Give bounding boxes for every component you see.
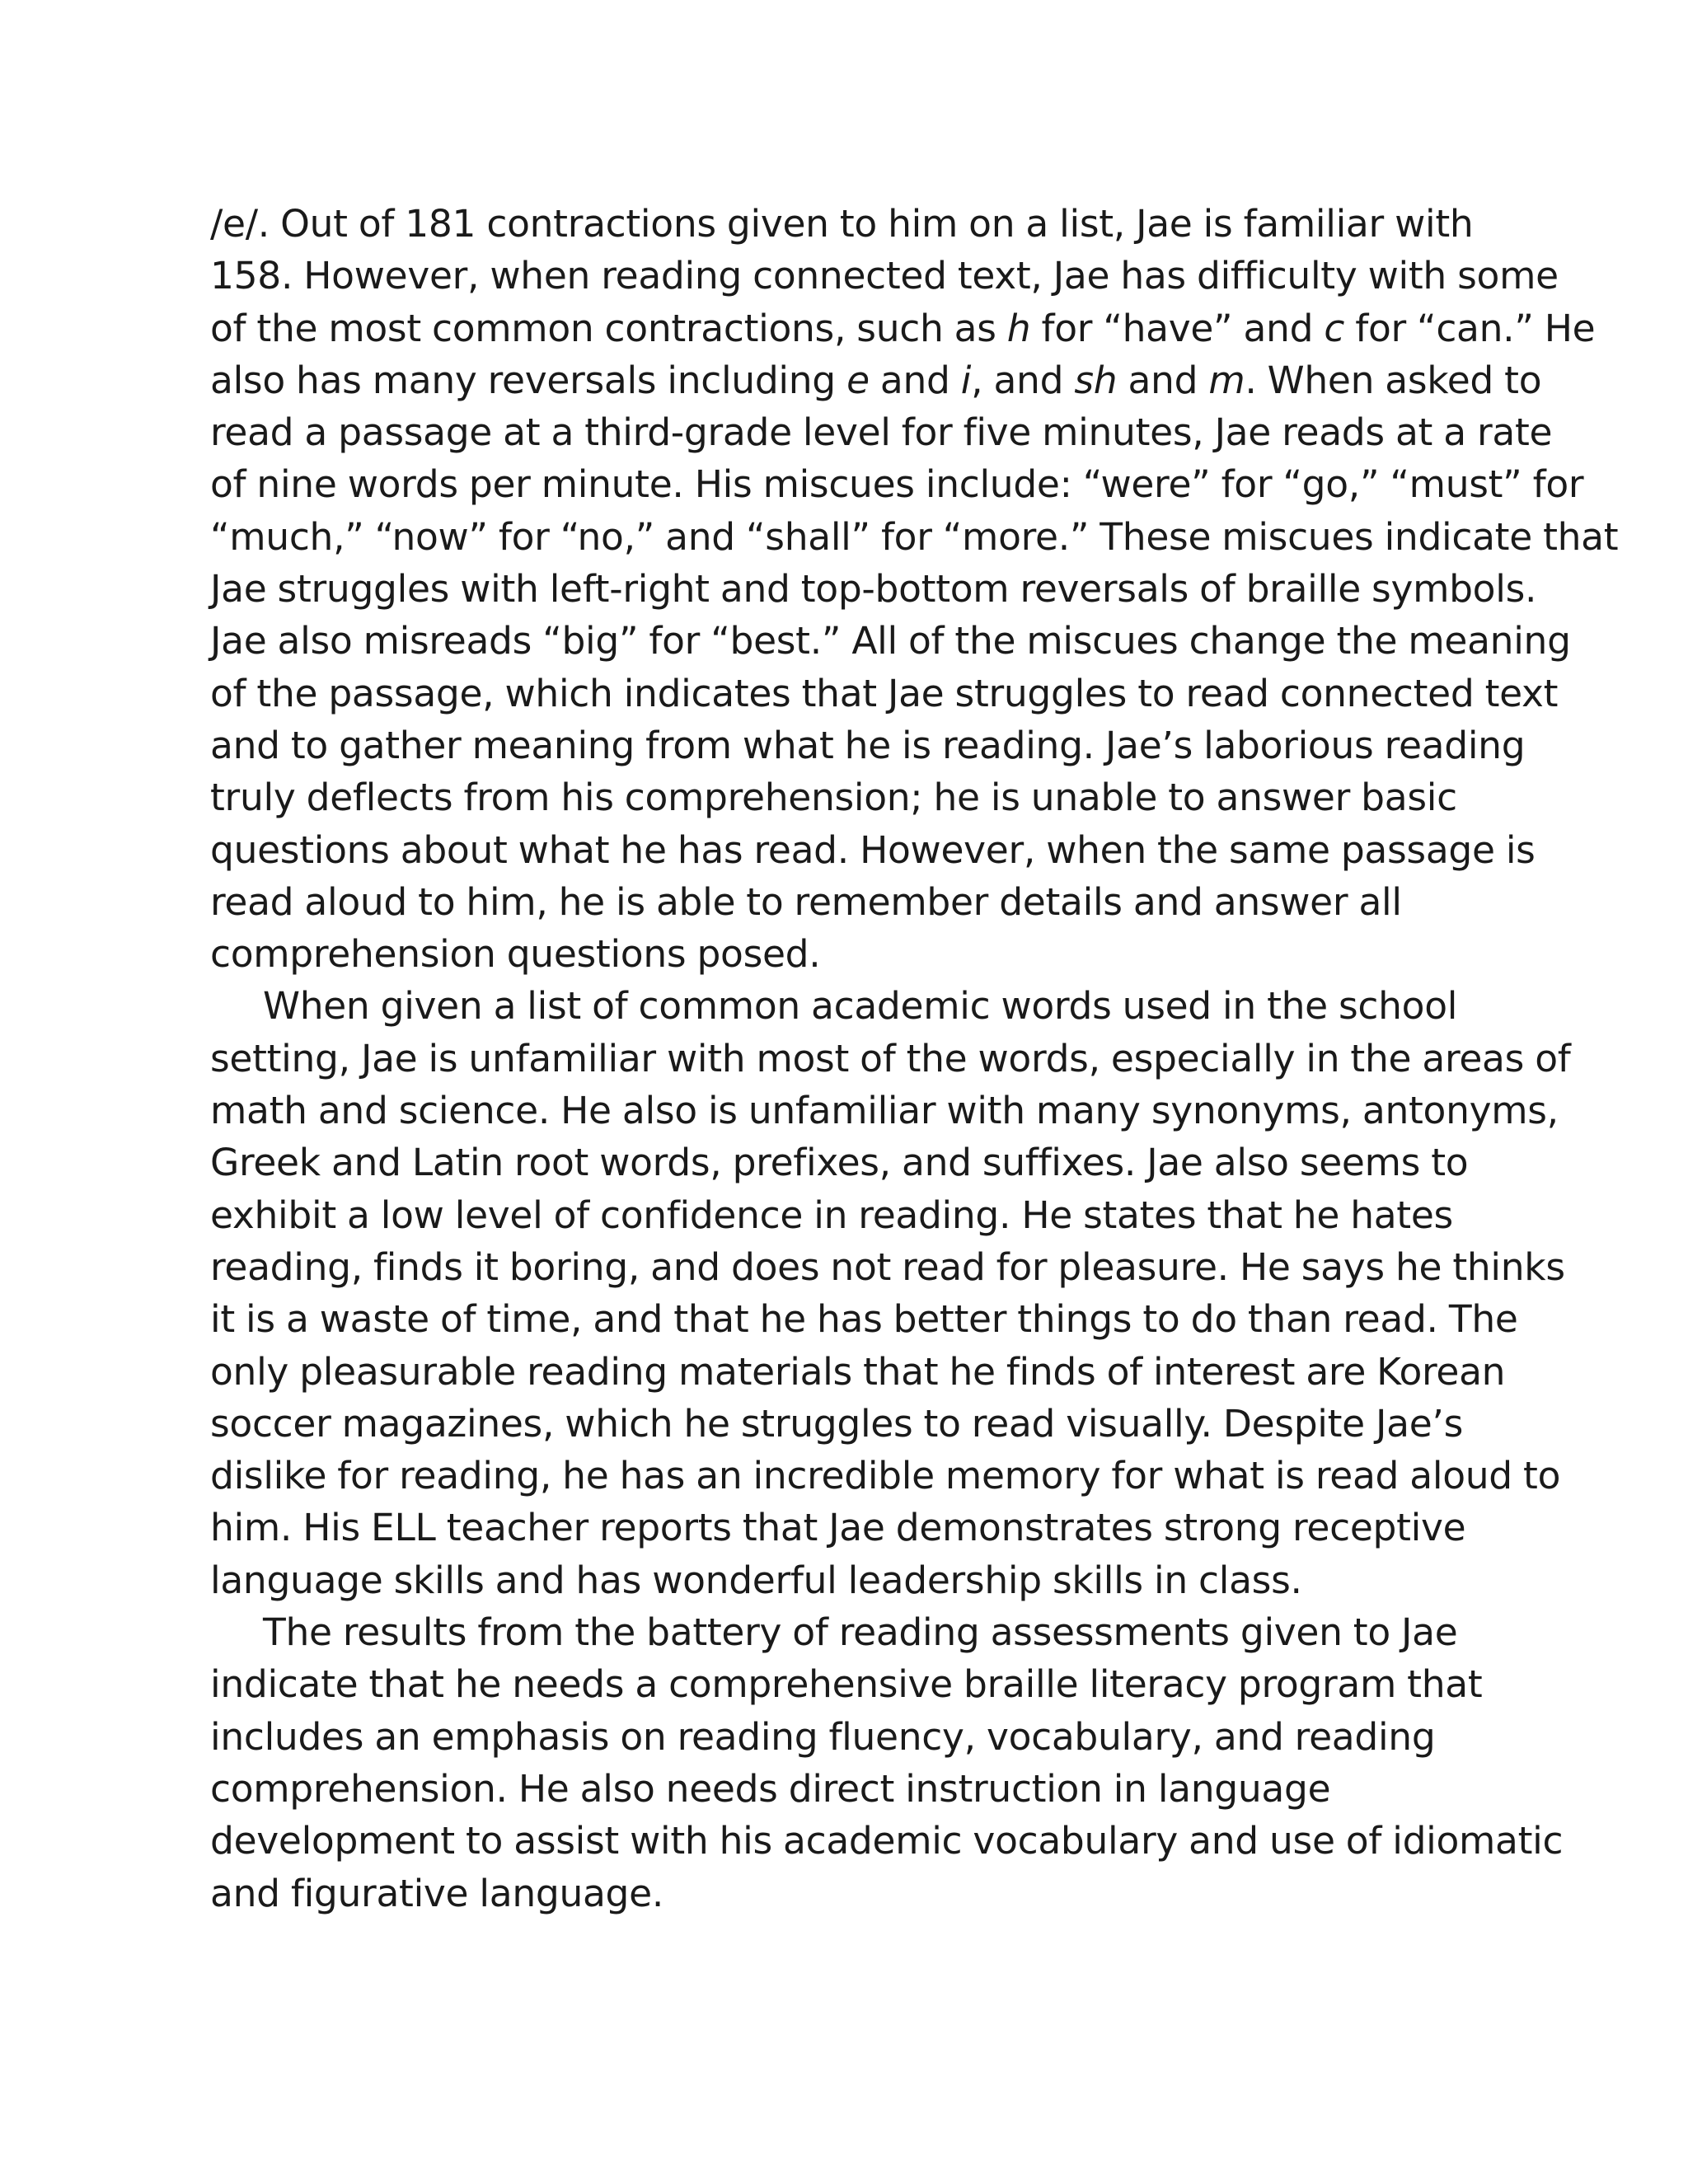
text-line: /e/. Out of 181 contractions given to him on a list, Jae is familiar with xyxy=(210,202,1474,246)
text-line: 158. However, when reading connected text, Jae has difficulty with some xyxy=(210,254,1559,298)
paragraph-3 xyxy=(210,1606,1564,1919)
paragraph-1 xyxy=(210,198,1619,980)
text-line: setting, Jae is unfamiliar with most of the words, especially in the areas of xyxy=(210,1036,1571,1080)
italic-letter: sh xyxy=(1074,358,1118,402)
text-line: exhibit a low level of confidence in reading. He states that he hates xyxy=(210,1193,1453,1237)
text-line: read a passage at a third-grade level for five minutes, Jae reads at a rate xyxy=(210,410,1553,455)
text-line: development to assist with his academic vocabulary and use of idiomatic xyxy=(210,1819,1564,1863)
text-line: Jae struggles with left-right and top-bottom reversals of braille symbols. xyxy=(210,567,1537,612)
text-line: When given a list of common academic words used in the school xyxy=(263,984,1458,1029)
text-line: dislike for reading, he has an incredible memory for what is read aloud to xyxy=(210,1454,1561,1498)
text-line: it is a waste of time, and that he has better things to do than read. The xyxy=(210,1297,1518,1342)
text-line: of the most common contractions, such as h for “have” and c for “can.” He xyxy=(210,306,1596,350)
text-line: “much,” “now” for “no,” and “shall” for “more.” These miscues indicate that xyxy=(210,514,1619,559)
italic-letter: i xyxy=(960,358,972,402)
text-line: and figurative language. xyxy=(210,1871,663,1915)
text-line: only pleasurable reading materials that he finds of interest are Korean xyxy=(210,1349,1506,1394)
text-line: questions about what he has read. However, when the same passage is xyxy=(210,827,1536,872)
text-line: reading, finds it boring, and does not read for pleasure. He says he thinks xyxy=(210,1244,1565,1289)
text-line: truly deflects from his comprehension; he is unable to answer basic xyxy=(210,776,1457,820)
text-line: math and science. He also is unfamiliar with many synonyms, antonyms, xyxy=(210,1089,1559,1133)
text-line: read aloud to him, he is able to remember details and answer all xyxy=(210,879,1402,924)
text-line: The results from the battery of reading assessments given to Jae xyxy=(263,1610,1458,1655)
italic-letter: c xyxy=(1324,306,1345,350)
paragraph-2 xyxy=(210,980,1571,1606)
text-line: indicate that he needs a comprehensive braille literacy program that xyxy=(210,1662,1483,1707)
text-line: includes an emphasis on reading fluency, vocabulary, and reading xyxy=(210,1714,1436,1759)
text-line: soccer magazines, which he struggles to read visually. Despite Jae’s xyxy=(210,1401,1463,1446)
text-line: Greek and Latin root words, prefixes, and suffixes. Jae also seems to xyxy=(210,1141,1469,1185)
text-line: comprehension. He also needs direct instruction in language xyxy=(210,1766,1331,1811)
text-line: him. His ELL teacher reports that Jae demonstrates strong receptive xyxy=(210,1506,1466,1550)
text-line: also has many reversals including e and i, and sh and m. When asked to xyxy=(210,358,1542,402)
italic-letter: h xyxy=(1006,306,1031,350)
text-line: Jae also misreads “big” for “best.” All of the miscues change the meaning xyxy=(210,619,1571,663)
text-line: and to gather meaning from what he is reading. Jae’s laborious reading xyxy=(210,723,1526,767)
italic-letter: m xyxy=(1208,358,1245,402)
text-line: of nine words per minute. His miscues include: “were” for “go,” “must” for xyxy=(210,462,1584,507)
italic-letter: e xyxy=(846,358,870,402)
text-line: comprehension questions posed. xyxy=(210,932,821,977)
text-line: of the passage, which indicates that Jae struggles to read connected text xyxy=(210,671,1559,715)
document-body xyxy=(210,198,1619,1919)
text-line: language skills and has wonderful leadership skills in class. xyxy=(210,1558,1302,1602)
